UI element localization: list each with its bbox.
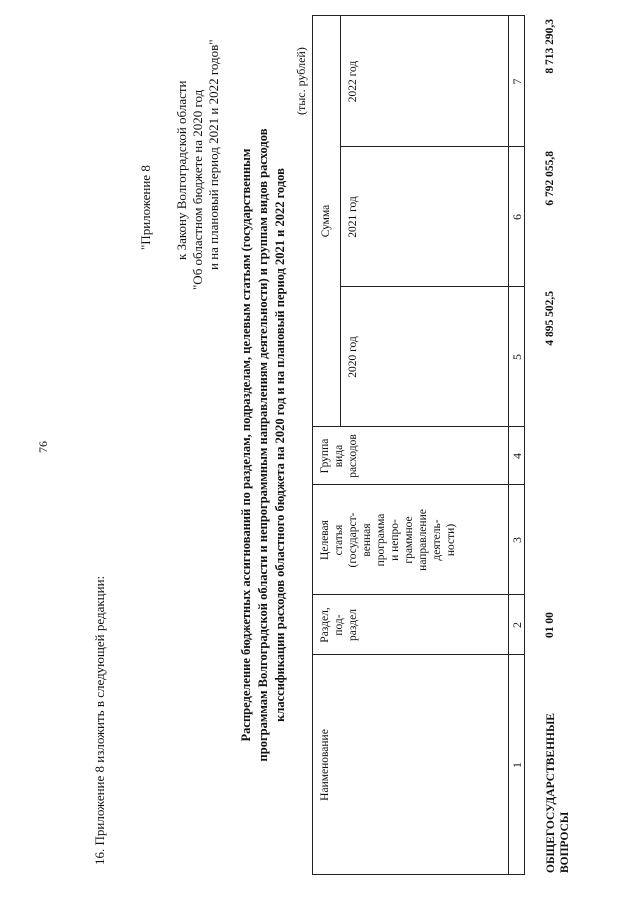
table-border-top — [312, 15, 313, 875]
sum-divider — [340, 15, 341, 427]
header-name: Наименование — [319, 729, 331, 801]
header-2021: 2021 год — [347, 196, 359, 238]
col-number: 2 — [510, 622, 524, 628]
row-name: ОБЩЕГОСУДАРСТВЕННЫЕ — [545, 713, 557, 873]
header-group: Группа вида расходов — [319, 434, 359, 478]
table-border-right — [312, 15, 524, 16]
row-section: 01 00 — [544, 612, 556, 638]
header-section: Раздел, под- раздел — [319, 607, 359, 643]
col-number: 1 — [510, 762, 524, 768]
header-2022: 2022 год — [347, 60, 359, 103]
appendix-line: "Приложение 8 — [138, 165, 153, 250]
appendix-header — [138, 39, 222, 290]
col-number: 7 — [510, 78, 524, 85]
row-value-2020: 4 895 502,5 — [544, 291, 556, 346]
page-number: 76 — [36, 441, 50, 453]
col-divider — [340, 146, 524, 147]
header-sum: Сумма — [320, 204, 332, 238]
col-divider — [340, 286, 524, 287]
header-bottom-line — [508, 15, 509, 875]
header-target: Целевая статья (государст- венная программа и непро- граммное направление деятель- ности) — [319, 509, 457, 571]
title-line: классификации расходов областного бюджета на 2020 год и на плановый период 2021 и 2022 годов — [273, 168, 287, 722]
title-line: программам Волгоградской области и непрограммным направлениям деятельности) и группам видов расходов — [256, 128, 270, 762]
unit-label: (тыс. рублей) — [294, 47, 308, 115]
title-line: Распределение бюджетных ассигнований по разделам, подразделам, целевым статьям (государственным — [239, 148, 253, 742]
document-title — [238, 45, 289, 845]
col-number: 5 — [510, 354, 524, 360]
table-border-left — [312, 874, 524, 875]
col-number: 3 — [510, 537, 524, 543]
row-name: ВОПРОСЫ — [559, 811, 571, 873]
col-number: 4 — [510, 453, 524, 459]
header-2020: 2020 год — [347, 336, 359, 378]
appendix-line: и на плановый период 2021 и 2022 годов" — [206, 39, 221, 270]
appendix-line: "Об областном бюджете на 2020 год — [190, 89, 205, 290]
budget-table — [312, 15, 600, 875]
table-row — [544, 713, 572, 873]
intro-text: 16. Приложение 8 изложить в следующей редакции: — [92, 575, 107, 865]
row-value-2021: 6 792 055,8 — [544, 151, 556, 206]
col-number: 6 — [510, 214, 524, 220]
row-value-2022: 8 713 290,3 — [544, 19, 556, 74]
appendix-line: к Закону Волгоградской области — [174, 80, 189, 260]
